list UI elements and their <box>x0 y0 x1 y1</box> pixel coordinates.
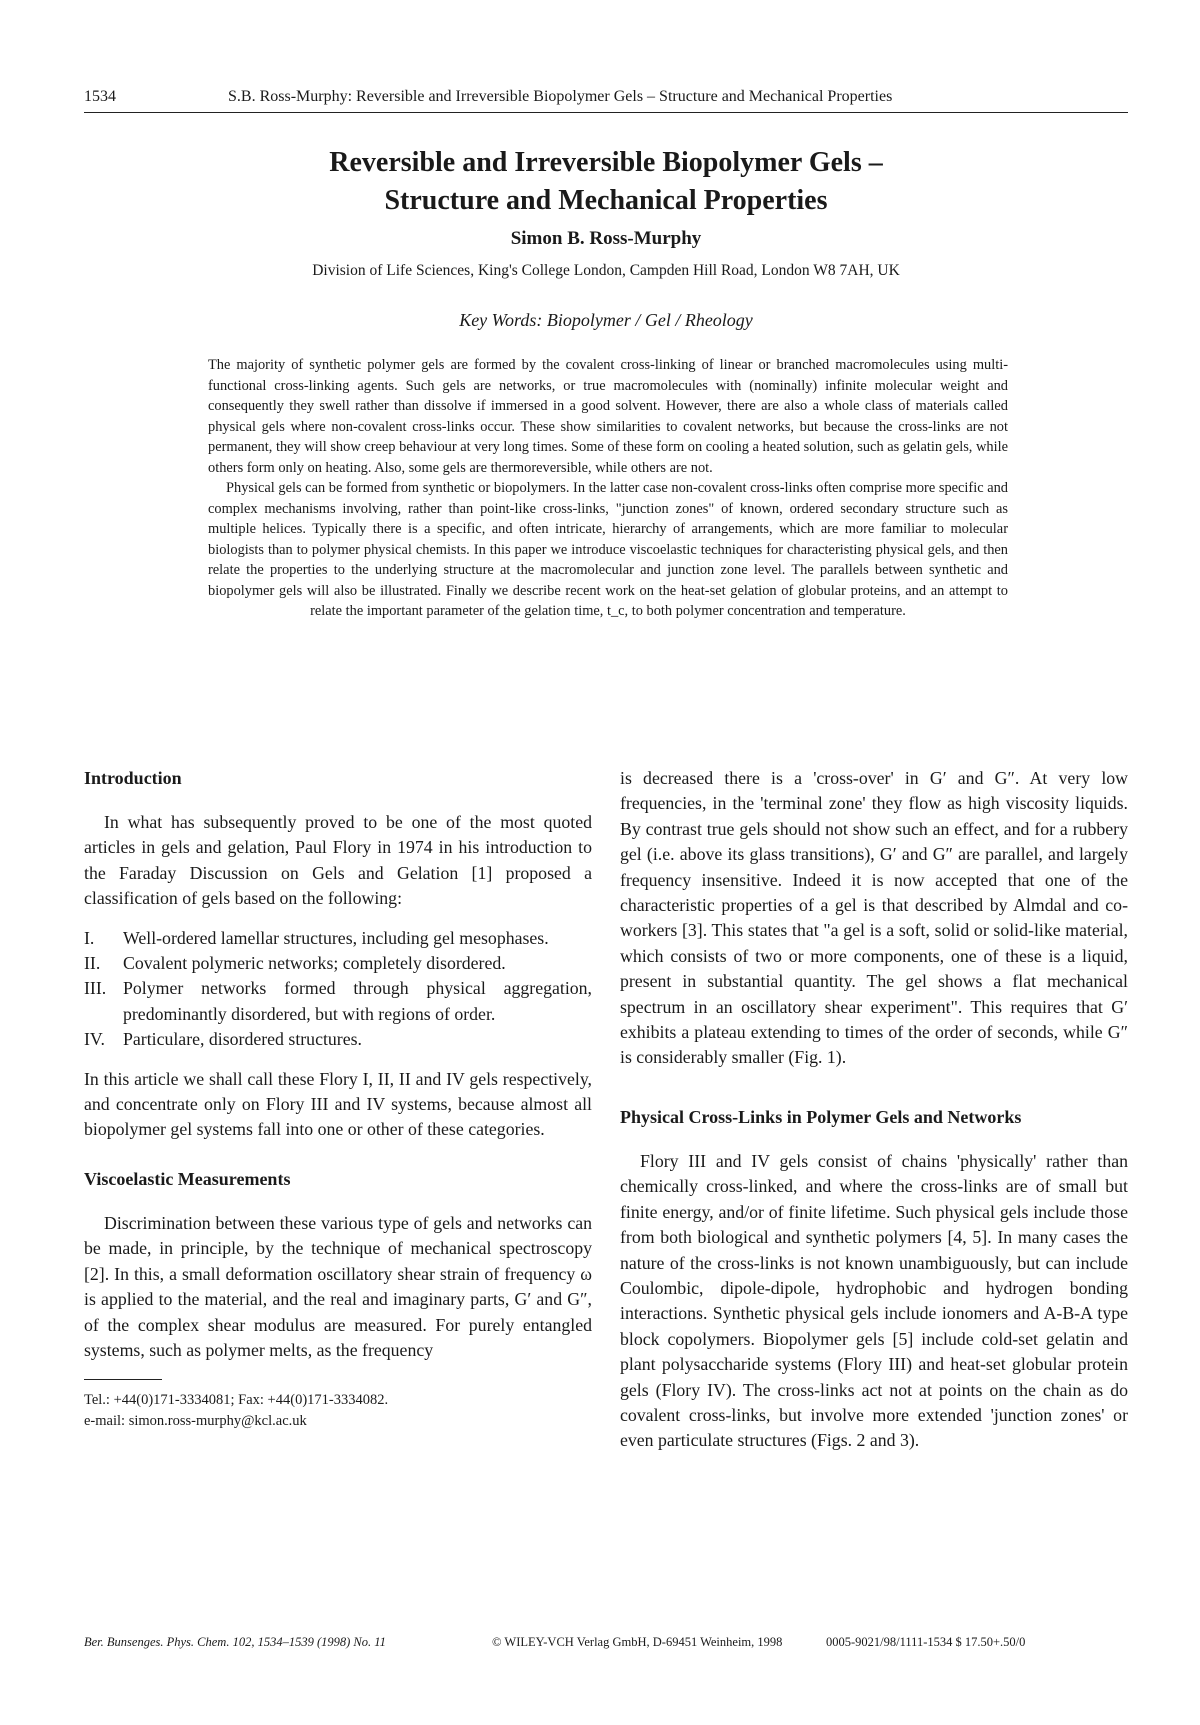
footnote-contact: Tel.: +44(0)171-3334081; Fax: +44(0)171-3334082. <box>84 1392 389 1409</box>
list-item-text: Particulare, disordered structures. <box>123 1029 362 1050</box>
list-item <box>84 926 592 951</box>
flory-classification-list <box>84 926 592 1053</box>
copyright: © WILEY-VCH Verlag GmbH, D-69451 Weinheim, 1998 <box>492 1635 783 1649</box>
list-item-number: IV. <box>84 1029 105 1050</box>
list-item-number: I. <box>84 927 95 948</box>
physical-crosslinks-paragraph: Flory III and IV gels consist of chains 'physically' rather than chemically cross-linked, and where the cross-links are of small but finite energy, and/or of finite lifetime. Such physical gels include those from both biological and synthetic polymers [4, 5]. In many cases the nature of the cross-links is not known unambiguously, but can include Coulombic, dipole-dipole, hydrophobic and hydrogen bonding interactions. Synthetic physical gels include ionomers and A-B-A type block copolymers. Biopolymer gels [5] include cold-set gelatin and plant polysaccharide systems (Flory III) and heat-set globular protein gels (Flory IV). The cross-links act not at points on the chain as do covalent cross-links, but involve more extended 'junction zones' or even particulate structures (Figs. 2 and 3). <box>620 1150 1128 1451</box>
affiliation: Division of Life Sciences, King's College London, Campden Hill Road, London W8 7AH, UK <box>312 262 900 279</box>
list-item-number: II. <box>84 953 101 974</box>
list-item <box>84 951 592 976</box>
article-title <box>84 144 1128 220</box>
section-heading-viscoelastic: Viscoelastic Measurements <box>84 1168 291 1189</box>
list-item <box>84 976 592 1027</box>
footnote-email: e-mail: simon.ross-murphy@kcl.ac.uk <box>84 1413 307 1430</box>
left-column <box>84 766 592 1432</box>
footnote-divider <box>84 1379 162 1380</box>
title-line-1: Reversible and Irreversible Biopolymer Gels – <box>329 147 883 178</box>
journal-citation: Ber. Bunsenges. Phys. Chem. 102, 1534–1539 (1998) No. 11 <box>84 1635 386 1649</box>
section-heading-physical-crosslinks: Physical Cross-Links in Polymer Gels and Networks <box>620 1106 1022 1127</box>
abstract-paragraph: The majority of synthetic polymer gels are formed by the covalent cross-linking of linear or branched macromolecules using multi-functional cross-linking agents. Such gels are networks, or true macromolecules with (nominally) infinite molecular weight and consequently they swell rather than dissolve if immersed in a good solvent. However, there are also a whole class of materials called physical gels where non-covalent cross-links occur. These show similarities to covalent networks, but because the cross-links are not permanent, they will show creep behaviour at very long times. Some of these form on cooling a heated solution, such as gelatin gels, while others form only on heating. Also, some gels are thermoreversible, while others are not. <box>208 357 1008 476</box>
author: Simon B. Ross-Murphy <box>510 228 702 249</box>
list-item-text: Covalent polymeric networks; completely disordered. <box>123 953 506 974</box>
list-item-text: Polymer networks formed through physical aggregation, predominantly disordered, but with regions of order. <box>123 978 592 1024</box>
section-heading-introduction: Introduction <box>84 768 182 788</box>
list-item-text: Well-ordered lamellar structures, including gel mesophases. <box>123 927 549 948</box>
article-code: 0005-9021/98/1111-1534 $ 17.50+.50/0 <box>826 1635 1026 1649</box>
right-column <box>620 766 1128 1454</box>
viscoelastic-paragraph: Discrimination between these various type of gels and networks can be made, in principle, by the technique of mechanical spectroscopy [2]. In this, a small deformation oscillatory shear strain of frequency ω is applied to the material, and the real and imaginary parts, G′ and G″, of the complex shear modulus are measured. For purely entangled systems, such as polymer melts, as the frequency <box>84 1212 592 1360</box>
viscoelastic-continuation: is decreased there is a 'cross-over' in G′ and G″. At very low frequencies, in the 'terminal zone' they flow as high viscosity liquids. By contrast true gels should not show such an effect, and for a rubbery gel (i.e. above its glass transitions), G′ and G″ are parallel, and largely frequency insensitive. Indeed it is now accepted that one of the characteristic properties of a gel is that described by Almdal and co-workers [3]. This states that "a gel is a soft, solid or solid-like material, which consists of two or more components, one of these is a liquid, present in substantial quantity. The gel shows a flat mechanical spectrum in an oscillatory shear experiment". This requires that G′ exhibits a plateau extending to times of the order of seconds, while G″ is considerably smaller (Fig. 1). <box>620 768 1128 1068</box>
abstract <box>208 355 1008 622</box>
intro-paragraph: In this article we shall call these Flory I, II, II and IV gels respectively, and concentrate only on Flory III and IV systems, because almost all biopolymer gel systems fall into one or other of these categories. <box>84 1068 592 1140</box>
list-item-number: III. <box>84 978 107 999</box>
page-number: 1534 <box>84 88 116 105</box>
abstract-paragraph: Physical gels can be formed from synthetic or biopolymers. In the latter case non-covalent cross-links often comprise more specific and complex mechanisms involving, rather than point-like cross-links, "junction zones" of known, ordered secondary structure such as multiple helices. Typically there is a specific, and often intricate, hierarchy of arrangements, which are more familiar to molecular biologists than to polymer physical chemists. In this paper we introduce viscoelastic techniques for characteristing physical gels, and then relate the properties to the underlying structure at the macromolecular and junction zone level. The parallels between synthetic and biopolymer gels will also be illustrated. Finally we describe recent work on the heat-set gelation of globular proteins, and an attempt to relate the important parameter of the gelation time, t_c, to both polymer concentration and temperature. <box>208 480 1008 619</box>
intro-paragraph: In what has subsequently proved to be one of the most quoted articles in gels and gelation, Paul Flory in 1974 in his introduction to the Faraday Discussion on Gels and Gelation [1] proposed a classification of gels based on the following: <box>84 812 592 909</box>
title-line-2: Structure and Mechanical Properties <box>384 185 828 216</box>
running-header <box>84 86 1128 113</box>
keywords: Key Words: Biopolymer / Gel / Rheology <box>459 310 753 330</box>
list-item <box>84 1027 592 1052</box>
running-title: S.B. Ross-Murphy: Reversible and Irreversible Biopolymer Gels – Structure and Mechanical Properties <box>228 88 893 105</box>
